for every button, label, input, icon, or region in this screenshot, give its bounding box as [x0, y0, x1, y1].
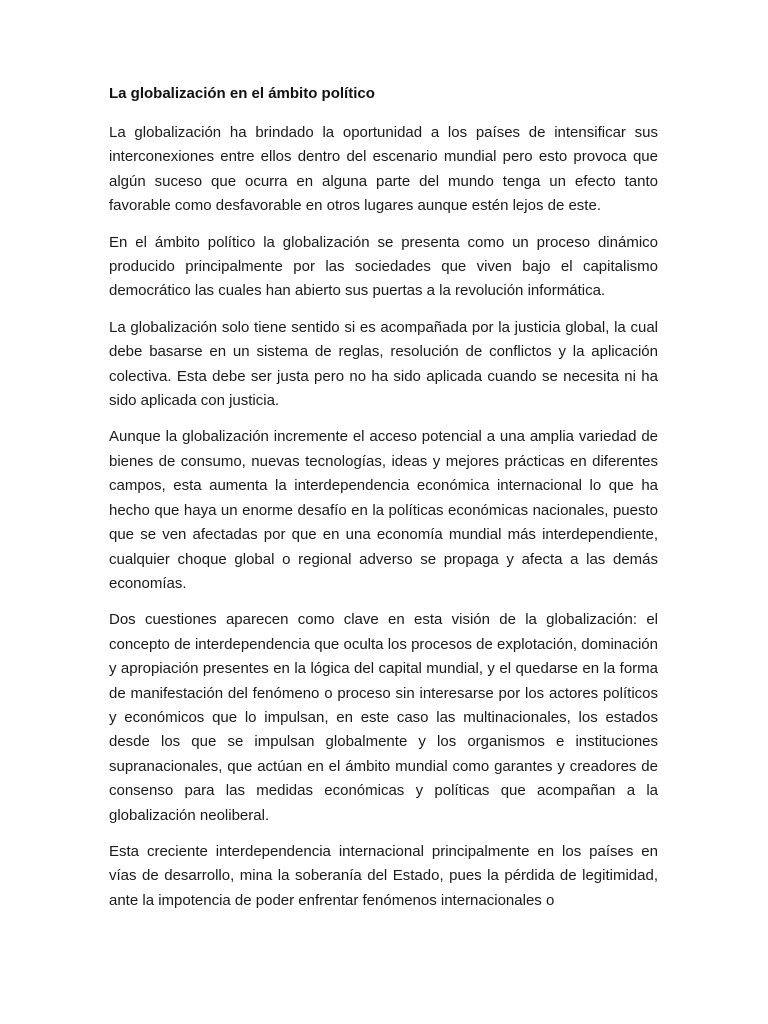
paragraph-4: Aunque la globalización incremente el acceso potencial a una amplia variedad de bienes de consumo, nuevas tecnologías, ideas y mejores prácticas en diferentes campos, esta aumenta la interdependencia económica internacional lo que ha hecho que haya un enorme desafío en la políticas económicas nacionales, puesto que se ven afectadas por que en una economía mundial más interdependiente, cualquier choque global o regional adverso se propaga y afecta a las demás economías. — [109, 428, 658, 592]
paragraph-3: La globalización solo tiene sentido si es acompañada por la justicia global, la cual debe basarse en un sistema de reglas, resolución de conflictos y la aplicación colectiva. Esta debe ser justa pero no ha sido aplicada cuando se necesita ni ha sido aplicada con justicia. — [109, 318, 658, 410]
paragraph-6: Esta creciente interdependencia internacional principalmente en los países en vías de desarrollo, mina la soberanía del Estado, pues la pérdida de legitimidad, ante la impotencia de poder enfrentar fenómenos internacionales o — [109, 842, 658, 909]
document-title: La globalización en el ámbito político — [109, 85, 375, 102]
document-body — [109, 84, 658, 925]
paragraph-2: En el ámbito político la globalización se presenta como un proceso dinámico producido principalmente por las sociedades que viven bajo el capitalismo democrático las cuales han abierto sus puertas a la revolución informática. — [109, 233, 658, 300]
paragraph-1: La globalización ha brindado la oportunidad a los países de intensificar sus interconexiones entre ellos dentro del escenario mundial pero esto provoca que algún suceso que ocurra en alguna parte del mundo tenga un efecto tanto favorable como desfavorable en otros lugares aunque estén lejos de este. — [109, 124, 658, 215]
paragraph-5: Dos cuestiones aparecen como clave en esta visión de la globalización: el concepto de interdependencia que oculta los procesos de explotación, dominación y apropiación presentes en la lógica del capital mundial, y el quedarse en la forma de manifestación del fenómeno o proceso sin interesarse por los actores políticos y económicos que lo impulsan, en este caso las multinacionales, los estados desde los que se impulsan globalmente y los organismos e instituciones supranacionales, que actúan en el ámbito mundial como garantes y creadores de consenso para las medidas económicas y políticas que acompañan a la globalización neoliberal. — [109, 611, 658, 824]
